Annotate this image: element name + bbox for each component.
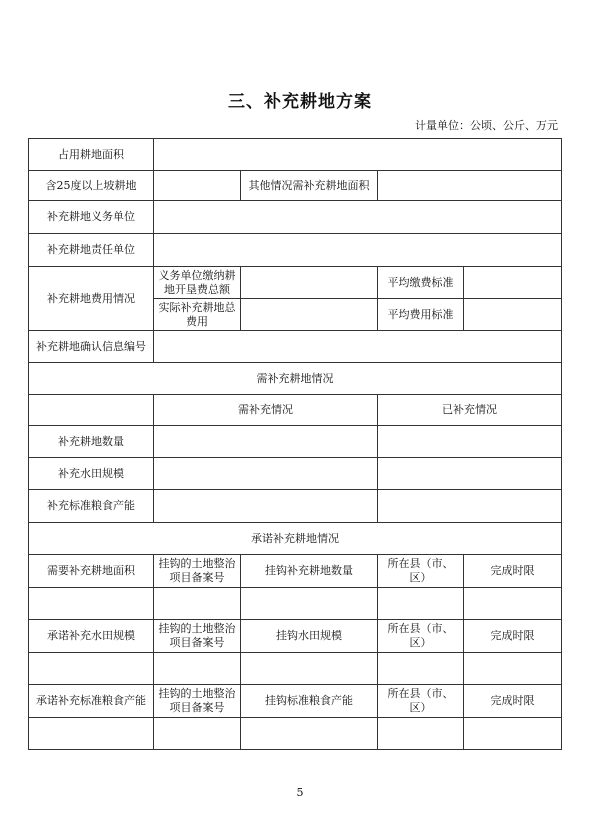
row-commit-paddy-values — [29, 653, 562, 685]
value-project-no-1[interactable] — [154, 588, 241, 620]
value-paid-total[interactable] — [241, 267, 378, 299]
row-responsible-unit — [29, 234, 562, 267]
label-responsible-unit: 补充耕地责任单位 — [29, 234, 154, 267]
value-other-area[interactable] — [378, 171, 562, 201]
label-project-no-2: 挂钩的土地整治项目备案号 — [154, 620, 241, 653]
value-metric-grain[interactable] — [241, 718, 378, 750]
value-project-no-2[interactable] — [154, 653, 241, 685]
value-done-paddy[interactable] — [378, 458, 562, 490]
label-need-quantity: 补充耕地数量 — [29, 426, 154, 458]
label-county-2: 所在县（市、区） — [378, 620, 464, 653]
row-commit-header — [29, 523, 562, 555]
row-commit-grain — [29, 685, 562, 718]
label-need-grain: 补充标准粮食产能 — [29, 490, 154, 523]
row-need-paddy — [29, 458, 562, 490]
value-slope-25[interactable] — [154, 171, 241, 201]
value-county-3[interactable] — [378, 718, 464, 750]
value-responsible-unit[interactable] — [154, 234, 562, 267]
label-county-1: 所在县（市、区） — [378, 555, 464, 588]
label-avg-cost: 平均费用标准 — [378, 299, 464, 331]
label-metric-paddy: 挂钩水田规模 — [241, 620, 378, 653]
row-commit-paddy — [29, 620, 562, 653]
label-metric-area: 挂钩补充耕地数量 — [241, 555, 378, 588]
label-deadline-3: 完成时限 — [464, 685, 562, 718]
col-header-done: 已补充情况 — [378, 395, 562, 426]
row-occupied-area — [29, 139, 562, 171]
value-done-quantity[interactable] — [378, 426, 562, 458]
label-commit-grain: 承诺补充标准粮食产能 — [29, 685, 154, 718]
value-metric-area[interactable] — [241, 588, 378, 620]
value-avg-payment[interactable] — [464, 267, 562, 299]
row-confirm-no — [29, 331, 562, 363]
value-commit-area[interactable] — [29, 588, 154, 620]
value-need-quantity[interactable] — [154, 426, 378, 458]
value-avg-cost[interactable] — [464, 299, 562, 331]
label-project-no-3: 挂钩的土地整治项目备案号 — [154, 685, 241, 718]
label-metric-grain: 挂钩标准粮食产能 — [241, 685, 378, 718]
page-number: 5 — [296, 786, 304, 799]
row-cost-paid — [29, 267, 562, 299]
label-other-area: 其他情况需补充耕地面积 — [241, 171, 378, 201]
row-commit-area — [29, 555, 562, 588]
label-slope-25: 含25度以上坡耕地 — [29, 171, 154, 201]
label-avg-payment: 平均缴费标准 — [378, 267, 464, 299]
value-county-2[interactable] — [378, 653, 464, 685]
value-done-grain[interactable] — [378, 490, 562, 523]
label-project-no-1: 挂钩的土地整治项目备案号 — [154, 555, 241, 588]
row-obligation-unit — [29, 201, 562, 234]
label-commit-area: 需要补充耕地面积 — [29, 555, 154, 588]
value-deadline-2[interactable] — [464, 653, 562, 685]
label-actual-total: 实际补充耕地总费用 — [154, 299, 241, 331]
value-need-grain[interactable] — [154, 490, 378, 523]
label-confirm-no: 补充耕地确认信息编号 — [29, 331, 154, 363]
label-county-3: 所在县（市、区） — [378, 685, 464, 718]
value-deadline-3[interactable] — [464, 718, 562, 750]
label-deadline-2: 完成时限 — [464, 620, 562, 653]
label-deadline-1: 完成时限 — [464, 555, 562, 588]
row-need-header — [29, 363, 562, 395]
value-obligation-unit[interactable] — [154, 201, 562, 234]
col-header-need: 需补充情况 — [154, 395, 378, 426]
value-metric-paddy[interactable] — [241, 653, 378, 685]
row-need-columns — [29, 395, 562, 426]
label-obligation-unit: 补充耕地义务单位 — [29, 201, 154, 234]
value-commit-paddy[interactable] — [29, 653, 154, 685]
section-header-need: 需补充耕地情况 — [29, 363, 562, 395]
row-commit-grain-values — [29, 718, 562, 750]
label-paid-total: 义务单位缴纳耕地开垦费总额 — [154, 267, 241, 299]
label-commit-paddy: 承诺补充水田规模 — [29, 620, 154, 653]
value-commit-grain[interactable] — [29, 718, 154, 750]
value-occupied-area[interactable] — [154, 139, 562, 171]
value-actual-total[interactable] — [241, 299, 378, 331]
row-need-quantity — [29, 426, 562, 458]
value-deadline-1[interactable] — [464, 588, 562, 620]
need-corner-cell — [29, 395, 154, 426]
value-confirm-no[interactable] — [154, 331, 562, 363]
unit-note: 计量单位：公顷、公斤、万元 — [415, 119, 558, 132]
label-occupied-area: 占用耕地面积 — [29, 139, 154, 171]
label-need-paddy: 补充水田规模 — [29, 458, 154, 490]
row-need-grain — [29, 490, 562, 523]
section-header-commit: 承诺补充耕地情况 — [29, 523, 562, 555]
row-slope — [29, 171, 562, 201]
value-county-1[interactable] — [378, 588, 464, 620]
page-title: 三、补充耕地方案 — [228, 92, 372, 112]
value-need-paddy[interactable] — [154, 458, 378, 490]
farmland-form-table — [28, 138, 562, 750]
row-commit-area-values — [29, 588, 562, 620]
label-cost-situation: 补充耕地费用情况 — [29, 267, 154, 331]
value-project-no-3[interactable] — [154, 718, 241, 750]
